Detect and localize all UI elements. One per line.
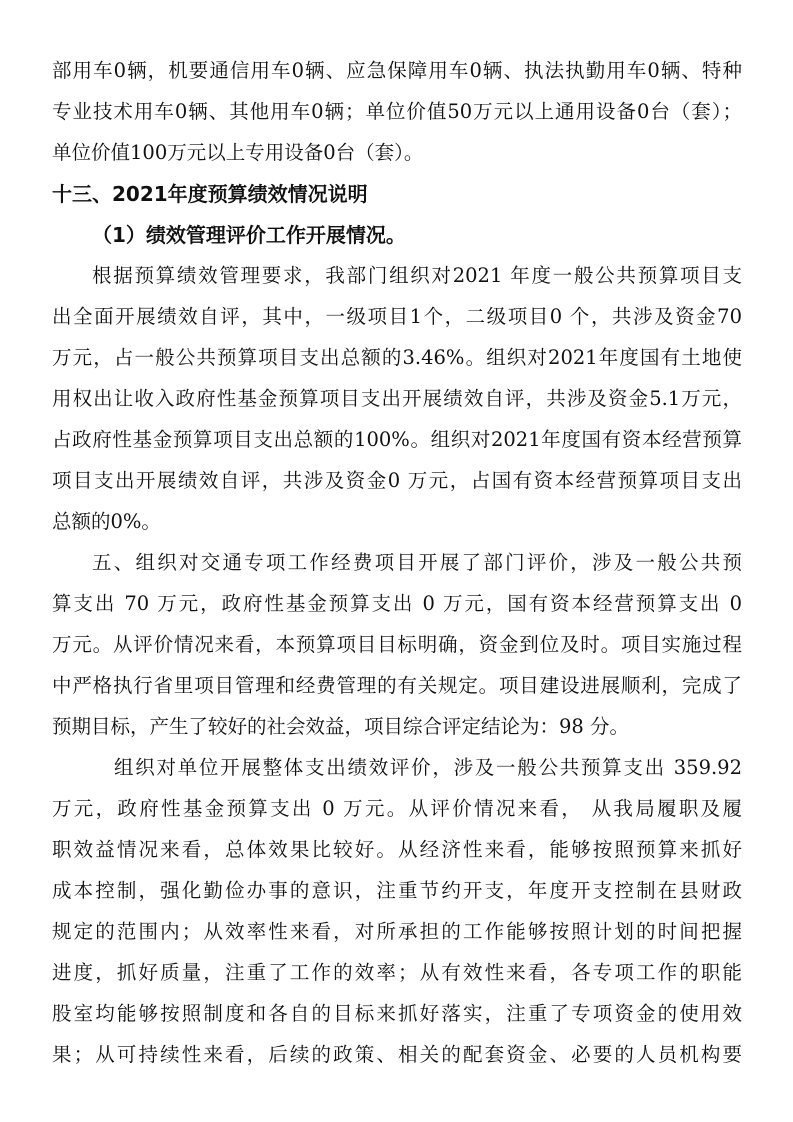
text-line: 单位价值100万元以上专用设备0台（套）。 — [52, 141, 424, 164]
sub-heading: （1）绩效管理评价工作开展情况。 — [92, 223, 406, 247]
text-line: 成本控制，强化勤俭办事的意识，注重节约开支，年度开支控制在县财政 — [52, 879, 742, 902]
text-line: 职效益情况来看，总体效果比较好。从经济性来看，能够按照预算来抓好 — [52, 838, 742, 861]
text-line: 根据预算绩效管理要求，我部门组织对2021 年度一般公共预算项目支 — [92, 264, 742, 287]
text-line: 万元，占一般公共预算项目支出总额的3.46%。组织对2021年度国有土地使 — [52, 346, 742, 369]
text-line: 规定的范围内；从效率性来看，对所承担的工作能够按照计划的时间把握 — [52, 920, 742, 943]
text-line: 万元，政府性基金预算支出 0 万元。从评价情况来看， 从我局履职及履 — [52, 797, 742, 820]
text-line: 出全面开展绩效自评，其中，一级项目1个，二级项目0 个，共涉及资金70 — [52, 305, 742, 328]
text-line: 组织对单位开展整体支出绩效评价，涉及一般公共预算支出 359.92 — [114, 756, 742, 779]
text-line: 五、组织对交通专项工作经费项目开展了部门评价，涉及一般公共预 — [92, 551, 742, 574]
text-line: 果；从可持续性来看，后续的政策、相关的配套资金、必要的人员机构要 — [52, 1043, 742, 1066]
text-line: 专业技术用车0辆、其他用车0辆；单位价值50万元以上通用设备0台（套）； — [52, 100, 742, 123]
text-line: 项目支出开展绩效自评，共涉及资金0 万元，占国有资本经营预算项目支出 — [52, 469, 742, 492]
text-line: 预期目标，产生了较好的社会效益，项目综合评定结论为：98 分。 — [52, 715, 630, 738]
text-line: 股室均能够按照制度和各自的目标来抓好落实，注重了专项资金的使用效 — [52, 1002, 742, 1025]
text-line: 总额的0%。 — [52, 510, 161, 533]
text-line: 占政府性基金预算项目支出总额的100%。组织对2021年度国有资本经营预算 — [52, 428, 742, 451]
text-line: 用权出让收入政府性基金预算项目支出开展绩效自评，共涉及资金5.1万元， — [52, 387, 742, 410]
section-heading: 十三、2021年度预算绩效情况说明 — [52, 182, 368, 206]
text-line: 部用车0辆，机要通信用车0辆、应急保障用车0辆、执法执勤用车0辆、特种 — [52, 59, 742, 82]
text-line: 中严格执行省里项目管理和经费管理的有关规定。项目建设进展顺利，完成了 — [52, 674, 742, 697]
text-line: 算支出 70 万元，政府性基金预算支出 0 万元，国有资本经营预算支出 0 — [52, 592, 742, 615]
text-line: 进度，抓好质量，注重了工作的效率；从有效性来看，各专项工作的职能 — [52, 961, 742, 984]
text-line: 万元。从评价情况来看，本预算项目目标明确，资金到位及时。项目实施过程 — [52, 633, 742, 656]
